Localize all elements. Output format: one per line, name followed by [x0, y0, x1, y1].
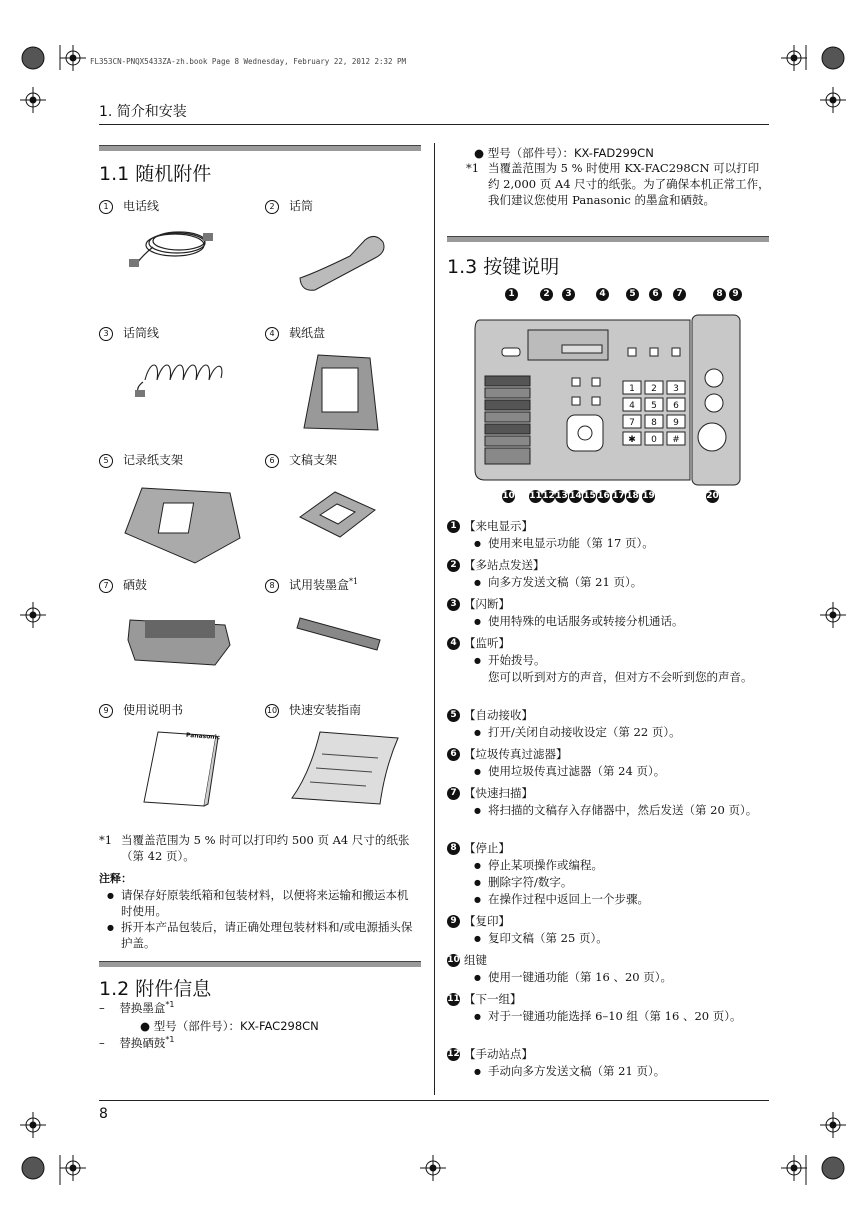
section-bar	[99, 145, 421, 151]
key-name: 【多站点发送】	[464, 558, 545, 572]
function-key	[672, 348, 680, 356]
station-key	[485, 424, 530, 434]
key-description: ● 手动向多方发送文稿（第 21 页）。	[488, 1063, 770, 1079]
accessory-label	[99, 197, 159, 214]
function-key	[572, 378, 580, 386]
accessory-name: 文稿支架	[289, 453, 338, 467]
callout-number: 17	[612, 491, 625, 501]
manual-brand-logo: Panasonic	[185, 731, 221, 742]
accessory-model: ● 型号（部件号）：KX-FAC298CN	[140, 1019, 319, 1033]
print-header: FL353CN-PNQX5433ZA-zh.book Page 8 Wednesday, February 22, 2012 2:32 PM	[90, 57, 407, 66]
header-rule	[99, 124, 769, 125]
footnote-toner-drum: 当覆盖范围为 5 % 时使用 KX-FAC298CN 可以打印约 2,000 页 A4 尺寸的纸张。为了确保本机正常工作，我们建议您使用 Panasonic 的墨盒和硒鼓。	[488, 161, 770, 207]
accessory-label	[265, 197, 313, 214]
keypad-label: 3	[673, 384, 679, 394]
callout-number: 12	[447, 1049, 460, 1059]
accessory-name: 载纸盘	[289, 326, 326, 340]
document-tray-image	[295, 482, 380, 542]
key-name: 【监听】	[464, 636, 510, 650]
registration-disc	[822, 47, 844, 69]
note-item: ● 拆开本产品包装后，请正确处理包装材料和/或电源插头保护盖。	[121, 919, 419, 951]
section-title-buttons: 1.3 按键说明	[447, 256, 560, 278]
circled-number: 7	[99, 579, 113, 593]
function-key	[650, 348, 658, 356]
phone-cord-image	[125, 225, 215, 275]
section-bar	[99, 961, 421, 967]
key-name: 【自动接收】	[464, 708, 533, 722]
circled-number: 9	[99, 704, 113, 718]
callout-number: 15	[583, 491, 596, 501]
column-divider	[434, 143, 435, 1095]
accessory-label	[99, 701, 183, 718]
callout-number: 4	[447, 637, 460, 650]
key-name: 组键	[464, 953, 487, 967]
accessory-label	[99, 324, 159, 341]
key-description: ● 在操作过程中返回上一个步骤。	[488, 891, 770, 907]
key-description: ● 将扫描的文稿存入存储器中，然后发送（第 20 页）。	[488, 802, 770, 818]
registration-disc	[822, 1157, 844, 1179]
accessory-label	[99, 576, 147, 593]
accessory-label	[265, 451, 337, 468]
key-name: 【复印】	[464, 914, 510, 928]
accessory-name: 电话线	[123, 199, 160, 213]
circled-number: 5	[99, 454, 113, 468]
key-heading	[447, 991, 522, 1007]
key-name: 【闪断】	[464, 597, 510, 611]
key-name: 【手动站点】	[464, 1047, 533, 1061]
footnote-ref: *1	[349, 577, 359, 586]
circled-number: 3	[99, 327, 113, 341]
key-description: ● 使用垃圾传真过滤器（第 24 页）。	[488, 763, 770, 779]
handset-image	[295, 228, 390, 293]
accessory-label	[265, 701, 361, 718]
accessory-name: 替换墨盒	[119, 1001, 166, 1015]
key-description: ● 复印文稿（第 25 页）。	[488, 930, 770, 946]
key-description: ● 使用来电显示功能（第 17 页）。	[488, 535, 770, 551]
key-name: 【来电显示】	[464, 519, 533, 533]
key-description: ● 向多方发送文稿（第 21 页）。	[488, 574, 770, 590]
key-heading	[447, 840, 510, 856]
station-key	[485, 412, 530, 422]
circled-number: 8	[265, 579, 279, 593]
station-key	[485, 436, 530, 446]
callout-number: 7	[447, 787, 460, 800]
key-name: 【快速扫描】	[464, 786, 533, 800]
stop-key	[705, 369, 723, 387]
toner-cartridge-image	[295, 608, 385, 658]
keypad-label: ✱	[628, 435, 636, 445]
keypad-label: 9	[673, 418, 679, 428]
callout-number: 11	[529, 491, 542, 501]
key-heading	[447, 707, 533, 723]
accessory-model: ● 型号（部件号）：KX-FAD299CN	[474, 146, 654, 160]
footnote-ref: *1	[165, 1035, 175, 1045]
note-title: 注释：	[99, 872, 132, 885]
accessory-name: 试用装墨盒	[289, 578, 350, 592]
key-heading	[447, 635, 510, 651]
callout-number: 19	[642, 491, 655, 501]
control-panel-diagram	[470, 285, 745, 510]
key-name: 【停止】	[464, 841, 510, 855]
key-heading	[447, 596, 510, 612]
dash: –	[99, 1001, 105, 1015]
drum-unit-image	[125, 600, 235, 670]
registration-disc	[22, 1157, 44, 1179]
function-key	[592, 378, 600, 386]
footnote-mark: *1	[466, 161, 480, 175]
callout-number: 8	[713, 288, 726, 301]
footnote-mark: *1	[99, 833, 113, 847]
key-description: ● 对于一键通功能选择 6–10 组（第 16 、20 页）。	[488, 1008, 770, 1024]
callout-number: 1	[505, 288, 518, 301]
callout-number: 20	[706, 491, 719, 501]
circled-number: 1	[99, 200, 113, 214]
callout-number: 9	[729, 288, 742, 301]
footer-rule	[99, 1100, 769, 1101]
footnote-trial-toner: 当覆盖范围为 5 % 时可以打印约 500 页 A4 尺寸的纸张（第 42 页）。	[121, 833, 410, 863]
circled-number: 6	[265, 454, 279, 468]
start-key	[698, 423, 726, 451]
paper-tray-image	[300, 350, 380, 435]
circled-number: 2	[265, 200, 279, 214]
key-heading	[447, 952, 487, 968]
accessory-label	[265, 324, 325, 341]
footnote-ref: *1	[165, 1000, 175, 1010]
callout-number: 8	[447, 842, 460, 855]
keypad-label: 1	[629, 384, 635, 394]
callout-number: 6	[649, 288, 662, 301]
accessory-name: 硒鼓	[123, 578, 148, 592]
callout-number: 2	[540, 288, 553, 301]
callout-number: 3	[447, 598, 460, 611]
keypad-label: 5	[651, 401, 657, 411]
callout-number: 4	[596, 288, 609, 301]
station-key	[485, 376, 530, 386]
key-heading	[447, 557, 545, 573]
key-heading	[447, 518, 533, 534]
note-item: ● 请保存好原装纸箱和包装材料，以便将来运输和搬运本机时使用。	[121, 887, 419, 919]
callout-number: 3	[562, 288, 575, 301]
callout-number: 1	[447, 520, 460, 533]
key-description-extra: 您可以听到对方的声音，但对方不会听到您的声音。	[488, 670, 753, 684]
accessory-label	[265, 576, 358, 593]
keypad-label: 8	[651, 418, 657, 428]
callout-number: 5	[626, 288, 639, 301]
section-title-accessory-info: 1.2 附件信息	[99, 978, 212, 1000]
chapter-title: 1. 简介和安装	[99, 104, 187, 120]
key-description: ● 开始拨号。	[488, 652, 770, 668]
callout-number: 10	[502, 491, 515, 501]
quick-guide-image	[290, 728, 400, 808]
callout-number: 14	[569, 491, 582, 501]
function-key	[592, 397, 600, 405]
callout-number: 6	[447, 748, 460, 761]
model-text: 型号（部件号）：KX-FAD299CN	[487, 146, 654, 160]
section-bar	[447, 236, 769, 242]
accessory-name: 话筒线	[123, 326, 160, 340]
accessory-name: 替换硒鼓	[119, 1036, 166, 1050]
callout-number: 13	[555, 491, 568, 501]
key-name: 【垃圾传真过滤器】	[464, 747, 568, 761]
accessory-name: 记录纸支架	[123, 453, 184, 467]
registration-disc	[22, 47, 44, 69]
callout-number: 5	[447, 709, 460, 722]
key-description: ● 使用特殊的电话服务或转接分机通话。	[488, 613, 770, 629]
function-key	[572, 397, 580, 405]
key-heading	[447, 785, 533, 801]
callout-number: 12	[542, 491, 555, 501]
keypad-label: 4	[629, 401, 635, 411]
key-description: ● 停止某项操作或编程。	[488, 857, 770, 873]
key-name: 【下一组】	[464, 992, 522, 1006]
caller-id-key	[502, 348, 520, 356]
key-description: ● 打开/关闭自动接收设定（第 22 页）。	[488, 724, 770, 740]
copy-key	[705, 394, 723, 412]
station-key	[485, 388, 530, 398]
station-key	[485, 400, 530, 410]
accessory-label	[99, 451, 183, 468]
accessory-name: 话筒	[289, 199, 314, 213]
keypad-label: #	[672, 435, 680, 445]
accessory-info-item	[99, 1035, 174, 1051]
callout-number: 18	[626, 491, 639, 501]
circled-number: 10	[265, 704, 279, 718]
accessory-name: 使用说明书	[123, 703, 184, 717]
callout-number: 7	[673, 288, 686, 301]
key-description: ● 删除字符/数字。	[488, 874, 770, 890]
keypad-label: 7	[629, 418, 635, 428]
key-heading	[447, 1046, 533, 1062]
keypad-label: 0	[651, 435, 657, 445]
key-heading	[447, 913, 510, 929]
callout-number: 10	[447, 955, 460, 965]
section-title-accessories: 1.1 随机附件	[99, 163, 212, 185]
key-description: ● 使用一键通功能（第 16 、20 页）。	[488, 969, 770, 985]
page-number: 8	[99, 1106, 108, 1122]
key-heading	[447, 746, 568, 762]
callout-number: 9	[447, 915, 460, 928]
circled-number: 4	[265, 327, 279, 341]
function-key	[628, 348, 636, 356]
keypad-label: 6	[673, 401, 679, 411]
accessory-info-item	[99, 1000, 174, 1016]
callout-number: 16	[597, 491, 610, 501]
handset-cord-image	[125, 350, 235, 400]
accessory-name: 快速安装指南	[289, 703, 362, 717]
dash: –	[99, 1036, 105, 1050]
paper-support-image	[120, 478, 245, 568]
model-text: 型号（部件号）：KX-FAC298CN	[153, 1019, 319, 1033]
callout-number: 11	[447, 994, 460, 1004]
keypad-label: 2	[651, 384, 657, 394]
callout-number: 2	[447, 559, 460, 572]
navigator-key	[567, 415, 603, 451]
